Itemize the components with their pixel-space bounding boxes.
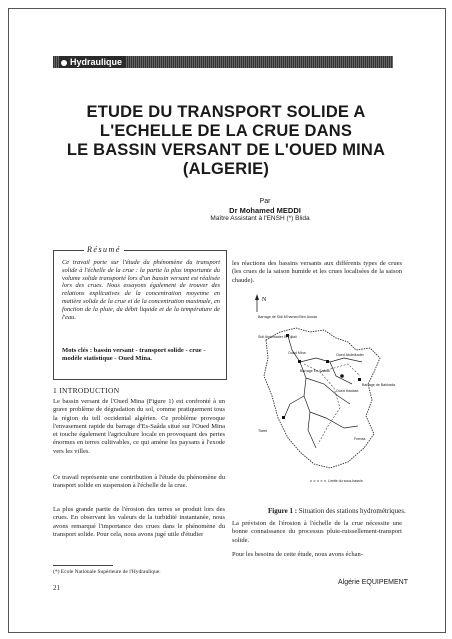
article-title xyxy=(40,103,412,179)
watershed-map xyxy=(244,292,404,492)
map-label-tiaret: Tiaret xyxy=(258,429,268,433)
intro-paragraph-3: La plus grande partie de l'érosion des terres se produit lors des crues. En observant les valeurs de la turbidité instantanée, nous avons remarqué l'importance des crues dans le phénomène du transport solide. Pour cela, nous avons jugé utile d'étudier xyxy=(53,506,225,538)
sub-basin-limit xyxy=(304,364,360,444)
abstract-heading: Résumé xyxy=(84,245,124,254)
author-affiliation: Maître Assistant à l'ENSH (*) Blida xyxy=(210,215,310,222)
basin-boundary xyxy=(264,328,380,468)
abstract-text: Ce travail porte sur l'étude du phénomène du transport solide à l'échelle de la crue : la partie la plus importante du volume solide transporté lors d'un bassin versant est réalisée lors des crues. Nous essayons également de trouver des relations explicatives de la concentration moyenne en matière solide de la crue et de la concentration maximale, en fonction de la pluie, du débit liquide et de la température de l'eau. xyxy=(62,259,220,321)
intro-heading: 1 INTRODUCTION xyxy=(53,386,120,395)
journal-name: Algérie EQUIPEMENT xyxy=(338,579,409,586)
title-line-4: (ALGERIE) xyxy=(182,160,270,178)
map-label-sidi-abdelkader: Sidi Abdelkader El Djilali xyxy=(258,335,297,339)
map-legend-label: Limite du sous-bassin xyxy=(328,479,363,483)
right-paragraph-2: Pour les besoins de cette étude, nous avons échan- xyxy=(232,551,363,558)
right-intro-paragraph: les réactions des bassins versants aux différents types de crues (les crues de la saison humide et les crues localisées de la saison chaude). xyxy=(232,260,402,284)
station-markers xyxy=(282,334,361,419)
section-label xyxy=(59,56,126,68)
bullet-icon xyxy=(61,60,67,66)
intro-paragraph-1: Le bassin versant de l'Oued Mina (Figure 1) est confronté à un grave problème de dégradation du sol, comme pratiquement tous la région du tell occidental algérien. Ce problème provoque l'envasement rapide du barrage d'Es-Saâda situé sur l'Oued Mina et touche également l'agriculture locale en provoquant des pertes énormes en terres cultivables, ce qui amène les paysans à l'exode vers les villes. xyxy=(53,398,225,455)
map-label-oued-mina: Oued Mina xyxy=(288,351,306,355)
figure-caption xyxy=(268,507,406,515)
map-label-oued-abdelkader: Oued Abdelkader xyxy=(336,353,364,357)
north-label: N xyxy=(262,297,267,303)
keywords: Mots clés : bassin versant - transport solide - crue - modèle statistique - Oued Mina. xyxy=(62,347,206,362)
title-line-2: L'ECHELLE DE LA CRUE DANS xyxy=(99,122,353,140)
title-line-3: LE BASSIN VERSANT DE L'OUED MINA xyxy=(66,141,386,159)
section-label-text: Hydraulique xyxy=(70,57,123,67)
author-name: Dr Mohamed MEDDI xyxy=(229,206,301,215)
footnote: (*) Ecole Nationale Supérieure de l'Hydraulique. xyxy=(53,569,161,575)
figure-label: Figure 1 : xyxy=(268,507,298,515)
right-paragraph-1: La prévision de l'érosion à l'échelle de la crue nécessite une bonne connaissance du processus pluie-ruissellement-transport solide. xyxy=(232,520,402,544)
page-number: 21 xyxy=(53,584,60,592)
intro-paragraph-2: Ce travail représente une contribution à l'étude du phénomène du transport solide en suspension à l'échelle de la crue. xyxy=(53,474,225,490)
figure-text: Situation des stations hydrométriques. xyxy=(297,507,406,515)
map-label-oued-haddad: Oued Haddad xyxy=(336,389,359,393)
abstract-box xyxy=(53,245,227,380)
footnote-rule xyxy=(53,565,113,566)
map-label-es-saada: Barrage Es-Saâda xyxy=(300,369,330,373)
map-label-sidi-mhamed: Barrage de Sidi M'hamed Ben Aouda xyxy=(258,315,318,319)
map-label-bakhada: Barrage de Bakhada xyxy=(362,383,395,387)
title-line-1: ETUDE DU TRANSPORT SOLIDE A xyxy=(86,103,366,121)
north-arrow-icon xyxy=(255,294,259,312)
byline xyxy=(190,198,340,223)
map-label-frenda: Frenda xyxy=(354,437,366,441)
section-banner xyxy=(53,56,393,68)
byline-by: Par xyxy=(259,198,271,205)
